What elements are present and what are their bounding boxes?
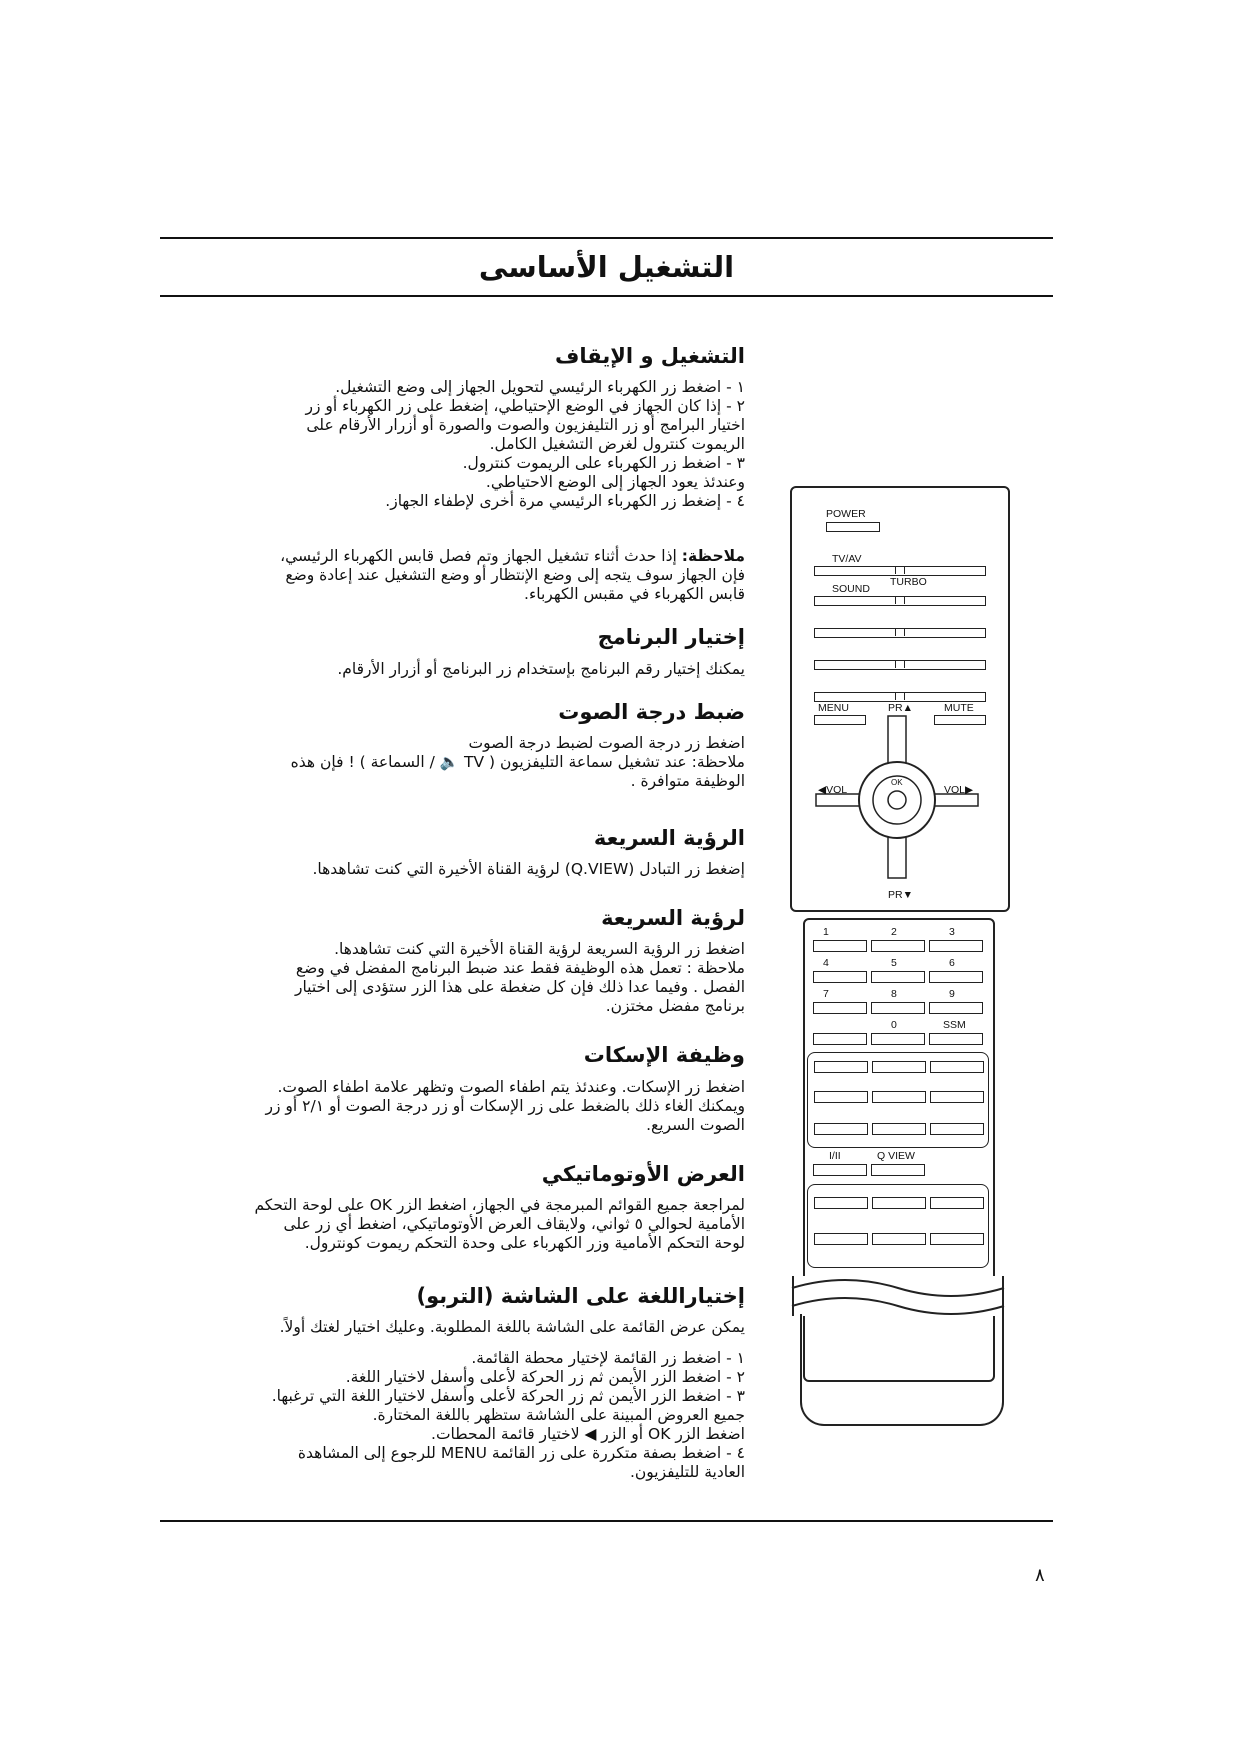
function-button xyxy=(872,1061,926,1073)
direction-pad xyxy=(814,710,986,886)
vol-right-label xyxy=(944,784,973,796)
digit-3-button xyxy=(929,940,983,952)
digit-5-label: 5 xyxy=(891,957,897,969)
text-line: يمكن عرض القائمة على الشاشة باللغة المطلوبة. وعليك اختيار لغتك أولاً. xyxy=(279,1318,745,1336)
section-power-on-off xyxy=(160,343,745,511)
digit-6-button xyxy=(929,971,983,983)
text-line: الأمامية لحوالي ٥ ثواني، ولايقاف العرض الأوتوماتيكي، اضغط أي زر على xyxy=(283,1214,745,1233)
text-line: إضغط زر التبادل (Q.VIEW) لرؤية القناة الأخيرة التي كنت تشاهدها. xyxy=(312,860,745,878)
section-volume xyxy=(160,699,745,791)
digit-0-label: 0 xyxy=(891,1019,897,1031)
text-line: ٢ - اضغط الزر الأيمن ثم زر الحركة لأعلى وأسفل لاختيار اللغة. xyxy=(345,1368,745,1386)
digit-0-button xyxy=(871,1033,925,1045)
tvav-label: TV/AV xyxy=(832,553,862,565)
remote-button-row xyxy=(814,692,986,702)
section-title: إختياراللغة على الشاشة (التربو) xyxy=(416,1283,745,1308)
section-note xyxy=(160,547,745,604)
remote-bottom-body xyxy=(800,1314,1004,1426)
function-button xyxy=(872,1091,926,1103)
pr-down-label xyxy=(888,889,913,901)
vol-left-text: VOL xyxy=(826,784,848,796)
ok-label: OK xyxy=(891,778,903,787)
digit-1-label: 1 xyxy=(823,926,829,938)
vol-right-text: VOL xyxy=(944,784,966,796)
digit-4-label: 4 xyxy=(823,957,829,969)
lower-button xyxy=(930,1197,984,1209)
section-title: إختيار البرنامج xyxy=(597,625,745,650)
text-line: اختيار البرامج أو زر التليفزيون والصوت والصورة أو أزرار الأرقام على xyxy=(306,416,745,435)
text-line: يمكنك إختيار رقم البرنامج بإستخدام زر البرنامج أو أزرار الأرقام. xyxy=(337,659,745,678)
lower-button xyxy=(930,1233,984,1245)
lower-button xyxy=(814,1197,868,1209)
power-button xyxy=(826,522,880,532)
function-button xyxy=(930,1091,984,1103)
digit-7-button xyxy=(813,1002,867,1014)
text-line: جميع العروض المبينة على الشاشة ستظهر باللغة المختارة. xyxy=(372,1406,745,1424)
text-line: الصوت السريع. xyxy=(646,1115,745,1134)
right-arrow-icon: ▶ xyxy=(965,784,974,796)
up-arrow-icon: ▲ xyxy=(902,702,913,714)
text-line: اضغط زر درجة الصوت لضبط درجة الصوت xyxy=(468,733,745,752)
turbo-label: TURBO xyxy=(890,576,927,588)
digit-3-label: 3 xyxy=(949,926,955,938)
ssm-label: SSM xyxy=(943,1019,966,1031)
text-line: ٤ - اضغط بصفة متكررة على زر القائمة MENU للرجوع إلى المشاهدة xyxy=(297,1444,745,1462)
remote-button-row xyxy=(814,628,986,638)
text-line: فإن الجهاز سوف يتجه إلى وضع الإنتظار أو وضع التشغيل عند إعادة وضع xyxy=(285,566,745,585)
text-line: الوظيفة متوافرة . xyxy=(630,771,745,790)
function-cluster xyxy=(807,1052,989,1148)
section-program-select xyxy=(160,624,745,678)
function-button xyxy=(872,1123,926,1135)
pr-up-key xyxy=(888,716,906,766)
section-title: الرؤية السريعة xyxy=(593,825,745,850)
digit-4-button xyxy=(813,971,867,983)
remote-control-illustration xyxy=(790,486,1010,1382)
section-language xyxy=(160,1283,745,1482)
section-title: لرؤية السريعة xyxy=(601,906,745,930)
remote-button-row xyxy=(814,660,986,670)
text-line: ملاحظة: عند تشغيل سماعة التليفزيون ( TV 🔈 / السماعة ) ! فإن هذه xyxy=(290,752,745,771)
i-ii-label: I/II xyxy=(829,1150,841,1162)
digit-6-label: 6 xyxy=(949,957,955,969)
digit-9-button xyxy=(929,1002,983,1014)
text-line: لمراجعة جميع القوائم المبرمجة في الجهاز، اضغط الزر OK على لوحة التحكم xyxy=(254,1195,745,1214)
digit-8-label: 8 xyxy=(891,988,897,1000)
section-quick-view-2 xyxy=(160,905,745,1016)
page-number: ٨ xyxy=(1035,1565,1045,1586)
text-line: ٢ - إذا كان الجهاز في الوضع الإحتياطي، إضغط على زر الكهرباء أو زر xyxy=(305,397,745,416)
digit-8-button xyxy=(871,1002,925,1014)
text-line: ويمكنك الغاء ذلك بالضغط على زر الإسكات أو زر درجة الصوت أو ٢/١ أو زر xyxy=(265,1096,745,1115)
text-line: اضغط الزر OK أو الزر ◀ لاختيار قائمة المحطات. xyxy=(431,1425,745,1443)
text-line: ٣ - اضغط الزر الأيمن ثم زر الحركة لأعلى وأسفل لاختيار اللغة التي ترغبها. xyxy=(271,1387,745,1405)
section-title: التشغيل و الإيقاف xyxy=(555,344,745,368)
mute-label: MUTE xyxy=(944,702,974,714)
note-label: ملاحظة: xyxy=(681,547,745,566)
ssm-button xyxy=(929,1033,983,1045)
note-text: إذا حدث أثناء تشغيل الجهاز وتم فصل قابس الكهرباء الرئيسي، xyxy=(280,547,677,566)
sound-label: SOUND xyxy=(832,583,870,595)
lower-button xyxy=(872,1197,926,1209)
section-title: ضبط درجة الصوت xyxy=(558,699,745,724)
section-title: العرض الأوتوماتيكي xyxy=(541,1161,745,1186)
section-title: وظيفة الإسكات xyxy=(583,1043,745,1068)
remote-upper-body xyxy=(790,486,1010,912)
text-line xyxy=(160,547,745,566)
qview-button xyxy=(871,1164,925,1176)
left-arrow-icon: ◀ xyxy=(818,784,827,796)
text-line: ٣ - اضغط زر الكهرباء على الريموت كنترول. xyxy=(462,454,745,473)
text-line: ١ - اضغط زر القائمة لإختيار محطة القائمة. xyxy=(471,1349,745,1367)
ok-button xyxy=(888,791,906,809)
down-arrow-icon: ▼ xyxy=(902,889,913,901)
text-line: برنامج مفضل مختزن. xyxy=(605,997,745,1016)
section-quick-view xyxy=(160,825,745,879)
text-line: العادية للتليفزيون. xyxy=(629,1463,745,1481)
digit-1-button xyxy=(813,940,867,952)
i-ii-button xyxy=(813,1164,867,1176)
title-rule xyxy=(160,295,1053,297)
qview-label: Q VIEW xyxy=(877,1150,915,1162)
top-rule xyxy=(160,237,1053,239)
lower-button xyxy=(814,1233,868,1245)
sound-button xyxy=(814,596,986,606)
text-line: قابس الكهرباء في مقبس الكهرباء. xyxy=(524,585,745,604)
section-auto-demo xyxy=(160,1161,745,1253)
text-line: ٤ - إضغط زر الكهرباء الرئيسي مرة أخرى لإطفاء الجهاز. xyxy=(385,492,745,511)
function-button xyxy=(930,1123,984,1135)
text-line: ملاحظة : تعمل هذه الوظيفة فقط عند ضبط البرنامج المفضل في وضع xyxy=(295,959,745,978)
bottom-rule xyxy=(160,1520,1053,1522)
text-line: لوحة التحكم الأمامية وزر الكهرباء على وحدة التحكم ريموت كونترول. xyxy=(304,1233,745,1252)
text-line: الفصل . وفيما عدا ذلك فإن كل ضغطة على هذا الزر ستؤدى إلى اختيار xyxy=(294,978,745,997)
power-label: POWER xyxy=(826,508,866,520)
text-line: ١ - اضغط زر الكهرباء الرئيسي لتحويل الجهاز إلى وضع التشغيل. xyxy=(335,378,745,397)
digit-2-button xyxy=(871,940,925,952)
digit-2-label: 2 xyxy=(891,926,897,938)
tvav-button xyxy=(814,566,986,576)
page-title: التشغيل الأساسى xyxy=(478,250,735,284)
vol-left-label xyxy=(818,784,847,796)
section-mute xyxy=(160,1042,745,1134)
digit-5-button xyxy=(871,971,925,983)
text-line xyxy=(160,1337,745,1349)
text-line: وعندئذ يعود الجهاز إلى الوضع الاحتياطي. xyxy=(485,473,745,492)
text-line: اضغط زر الرؤية السريعة لرؤية القناة الأخيرة التي كنت تشاهدها. xyxy=(334,940,745,959)
menu-label: MENU xyxy=(818,702,849,714)
digit-7-label: 7 xyxy=(823,988,829,1000)
digit-9-label: 9 xyxy=(949,988,955,1000)
text-line: اضغط زر الإسكات. وعندئذ يتم اطفاء الصوت وتظهر علامة اطفاء الصوت. xyxy=(277,1077,745,1096)
function-button xyxy=(930,1061,984,1073)
lower-button xyxy=(872,1233,926,1245)
content-column xyxy=(160,343,745,1502)
function-button xyxy=(814,1061,868,1073)
function-button xyxy=(814,1123,868,1135)
pr-down-text: PR xyxy=(888,889,903,901)
lower-cluster xyxy=(807,1184,989,1268)
function-button xyxy=(814,1091,868,1103)
text-line: الريموت كنترول لغرض التشغيل الكامل. xyxy=(489,435,745,454)
blank-button xyxy=(813,1033,867,1045)
pr-up-text: PR xyxy=(888,702,903,714)
